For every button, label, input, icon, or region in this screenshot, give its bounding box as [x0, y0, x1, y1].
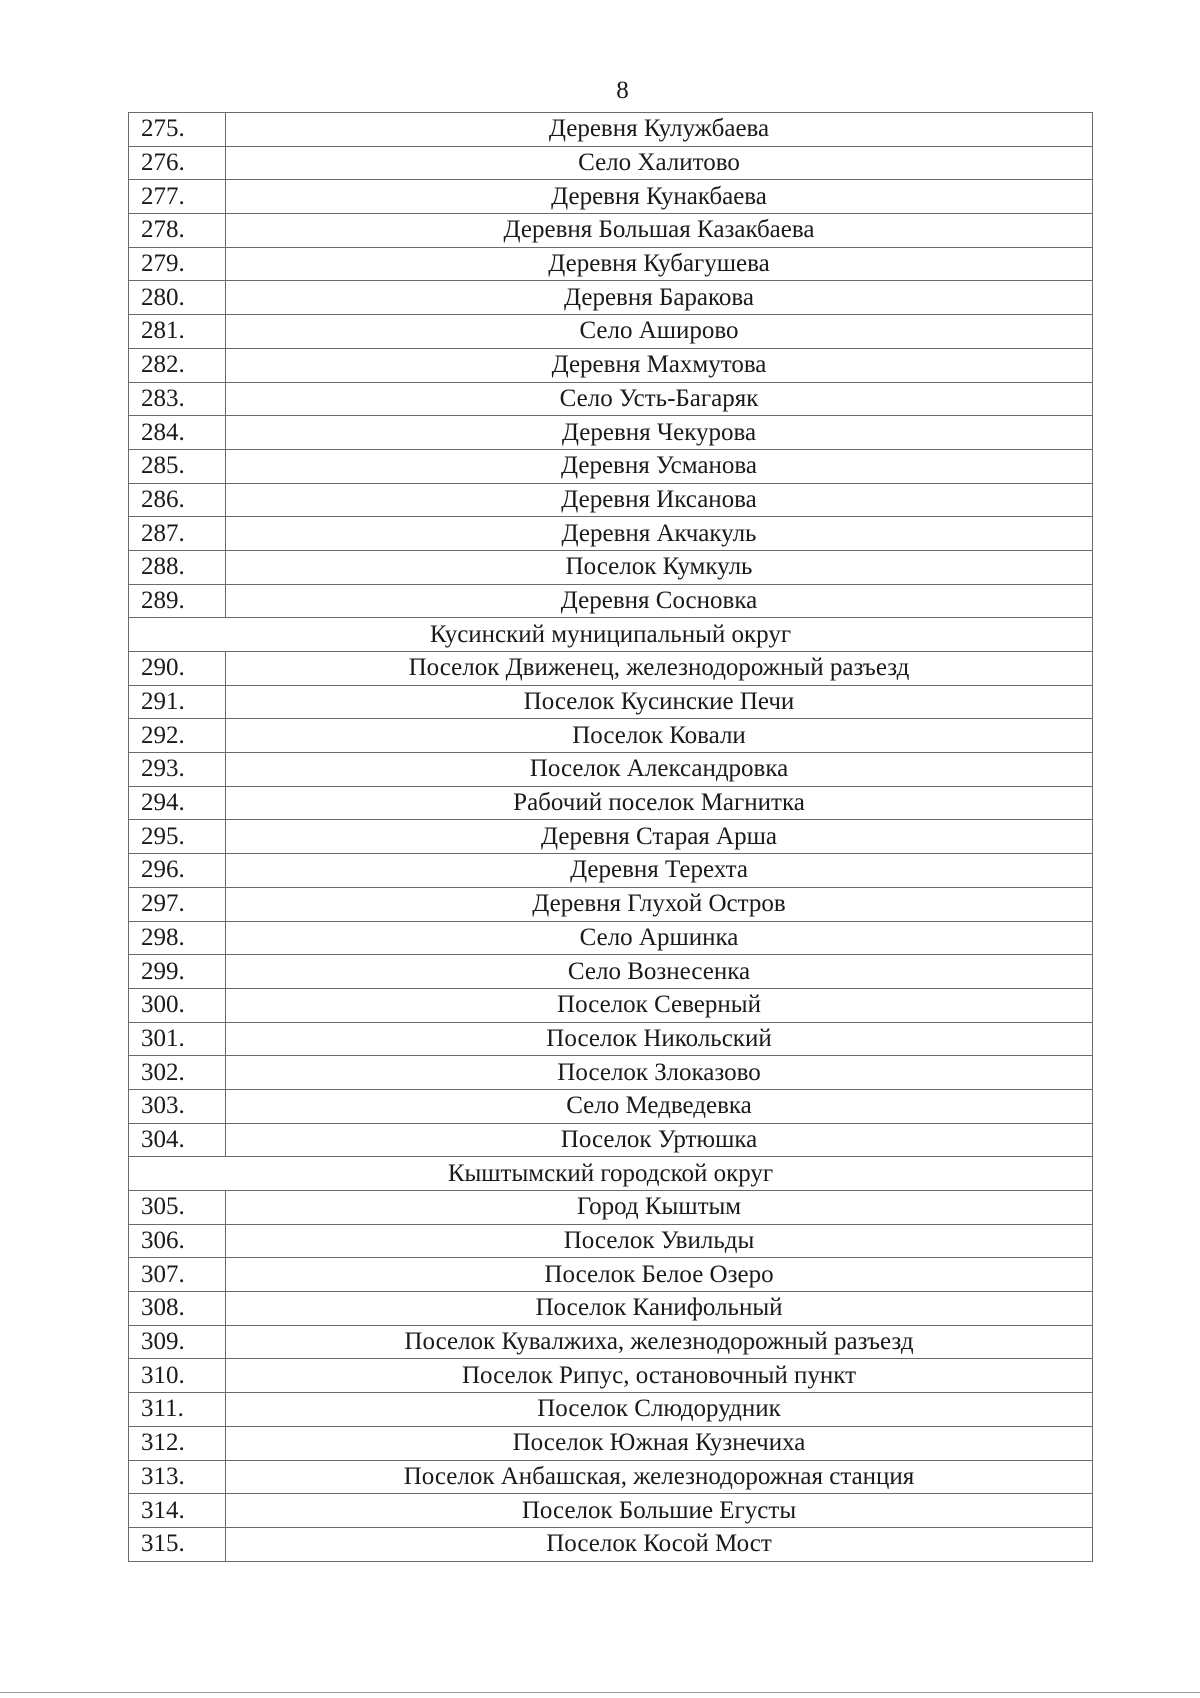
- table-row: [129, 854, 1093, 888]
- row-number: 276.: [129, 146, 226, 180]
- settlement-name: Село Аширово: [226, 315, 1093, 349]
- settlement-name: Деревня Старая Арша: [226, 820, 1093, 854]
- row-number: 280.: [129, 281, 226, 315]
- row-number: 308.: [129, 1292, 226, 1326]
- row-number: 313.: [129, 1460, 226, 1494]
- settlement-name: Село Медведевка: [226, 1089, 1093, 1123]
- settlement-name: Поселок Анбашская, железнодорожная станция: [226, 1460, 1093, 1494]
- settlement-name: Село Усть-Багаряк: [226, 382, 1093, 416]
- settlement-name: Поселок Канифольный: [226, 1292, 1093, 1326]
- section-title: Кыштымский городской округ: [129, 1157, 1093, 1191]
- row-number: 288.: [129, 550, 226, 584]
- table-row: [129, 315, 1093, 349]
- row-number: 278.: [129, 214, 226, 248]
- table-row: [129, 1460, 1093, 1494]
- row-number: 290.: [129, 652, 226, 686]
- settlement-name: Поселок Северный: [226, 988, 1093, 1022]
- settlement-name: Поселок Белое Озеро: [226, 1258, 1093, 1292]
- settlement-name: Поселок Кумкуль: [226, 550, 1093, 584]
- row-number: 315.: [129, 1527, 226, 1561]
- table-row: [129, 214, 1093, 248]
- table-row: [129, 180, 1093, 214]
- settlement-name: Поселок Кусинские Печи: [226, 685, 1093, 719]
- table-row: [129, 719, 1093, 753]
- row-number: 301.: [129, 1022, 226, 1056]
- row-number: 293.: [129, 753, 226, 787]
- settlement-name: Город Кыштым: [226, 1191, 1093, 1225]
- row-number: 295.: [129, 820, 226, 854]
- settlement-name: Село Аршинка: [226, 921, 1093, 955]
- row-number: 277.: [129, 180, 226, 214]
- table-row: [129, 449, 1093, 483]
- section-header-row: [129, 618, 1093, 652]
- table-row: [129, 1022, 1093, 1056]
- table-row: [129, 416, 1093, 450]
- row-number: 302.: [129, 1056, 226, 1090]
- table-row: [129, 483, 1093, 517]
- table-row: [129, 1527, 1093, 1561]
- row-number: 307.: [129, 1258, 226, 1292]
- table-row: [129, 146, 1093, 180]
- table-row: [129, 1056, 1093, 1090]
- row-number: 282.: [129, 348, 226, 382]
- settlement-name: Деревня Кулужбаева: [226, 113, 1093, 147]
- table-row: [129, 1426, 1093, 1460]
- settlement-name: Поселок Движенец, железнодорожный разъезд: [226, 652, 1093, 686]
- row-number: 310.: [129, 1359, 226, 1393]
- settlement-name: Поселок Кувалжиха, железнодорожный разъезд: [226, 1325, 1093, 1359]
- section-header-row: [129, 1157, 1093, 1191]
- settlement-name: Поселок Слюдорудник: [226, 1393, 1093, 1427]
- settlement-name: Деревня Большая Казакбаева: [226, 214, 1093, 248]
- table-row: [129, 786, 1093, 820]
- row-number: 312.: [129, 1426, 226, 1460]
- table-row: [129, 281, 1093, 315]
- table-row: [129, 988, 1093, 1022]
- settlement-name: Поселок Увильды: [226, 1224, 1093, 1258]
- table-row: [129, 1191, 1093, 1225]
- row-number: 287.: [129, 517, 226, 551]
- table-row: [129, 820, 1093, 854]
- row-number: 303.: [129, 1089, 226, 1123]
- table-row: [129, 887, 1093, 921]
- table-row: [129, 348, 1093, 382]
- table-row: [129, 382, 1093, 416]
- settlement-name: Деревня Терехта: [226, 854, 1093, 888]
- row-number: 291.: [129, 685, 226, 719]
- row-number: 281.: [129, 315, 226, 349]
- settlement-name: Деревня Акчакуль: [226, 517, 1093, 551]
- settlements-table-body: [129, 113, 1093, 1562]
- settlement-name: Поселок Южная Кузнечиха: [226, 1426, 1093, 1460]
- settlement-name: Поселок Уртюшка: [226, 1123, 1093, 1157]
- settlement-name: Деревня Баракова: [226, 281, 1093, 315]
- settlement-name: Поселок Никольский: [226, 1022, 1093, 1056]
- row-number: 300.: [129, 988, 226, 1022]
- bottom-divider: [0, 1692, 1200, 1693]
- table-row: [129, 517, 1093, 551]
- settlement-name: Деревня Сосновка: [226, 584, 1093, 618]
- settlement-name: Поселок Александровка: [226, 753, 1093, 787]
- row-number: 289.: [129, 584, 226, 618]
- table-row: [129, 921, 1093, 955]
- row-number: 286.: [129, 483, 226, 517]
- row-number: 297.: [129, 887, 226, 921]
- row-number: 292.: [129, 719, 226, 753]
- table-row: [129, 247, 1093, 281]
- settlements-table: [128, 112, 1093, 1562]
- row-number: 309.: [129, 1325, 226, 1359]
- row-number: 306.: [129, 1224, 226, 1258]
- table-row: [129, 955, 1093, 989]
- row-number: 296.: [129, 854, 226, 888]
- table-row: [129, 1089, 1093, 1123]
- table-row: [129, 1292, 1093, 1326]
- page-number: 8: [616, 77, 629, 104]
- row-number: 298.: [129, 921, 226, 955]
- section-title: Кусинский муниципальный округ: [129, 618, 1093, 652]
- row-number: 304.: [129, 1123, 226, 1157]
- settlement-name: Село Халитово: [226, 146, 1093, 180]
- settlement-name: Деревня Иксанова: [226, 483, 1093, 517]
- row-number: 279.: [129, 247, 226, 281]
- table-row: [129, 113, 1093, 147]
- settlement-name: Деревня Кунакбаева: [226, 180, 1093, 214]
- settlement-name: Деревня Махмутова: [226, 348, 1093, 382]
- row-number: 285.: [129, 449, 226, 483]
- table-row: [129, 652, 1093, 686]
- settlement-name: Поселок Большие Егусты: [226, 1494, 1093, 1528]
- table-row: [129, 1123, 1093, 1157]
- settlement-name: Деревня Усманова: [226, 449, 1093, 483]
- settlement-name: Поселок Рипус, остановочный пункт: [226, 1359, 1093, 1393]
- table-row: [129, 753, 1093, 787]
- settlement-name: Поселок Ковали: [226, 719, 1093, 753]
- row-number: 299.: [129, 955, 226, 989]
- row-number: 294.: [129, 786, 226, 820]
- table-row: [129, 1258, 1093, 1292]
- row-number: 311.: [129, 1393, 226, 1427]
- row-number: 283.: [129, 382, 226, 416]
- settlement-name: Деревня Глухой Остров: [226, 887, 1093, 921]
- row-number: 305.: [129, 1191, 226, 1225]
- table-row: [129, 550, 1093, 584]
- table-row: [129, 1325, 1093, 1359]
- settlement-name: Поселок Злоказово: [226, 1056, 1093, 1090]
- table-row: [129, 1359, 1093, 1393]
- table-row: [129, 1494, 1093, 1528]
- row-number: 275.: [129, 113, 226, 147]
- settlement-name: Село Вознесенка: [226, 955, 1093, 989]
- settlement-name: Деревня Кубагушева: [226, 247, 1093, 281]
- settlement-name: Деревня Чекурова: [226, 416, 1093, 450]
- settlement-name: Рабочий поселок Магнитка: [226, 786, 1093, 820]
- table-row: [129, 1393, 1093, 1427]
- row-number: 314.: [129, 1494, 226, 1528]
- settlement-name: Поселок Косой Мост: [226, 1527, 1093, 1561]
- table-row: [129, 584, 1093, 618]
- table-row: [129, 1224, 1093, 1258]
- row-number: 284.: [129, 416, 226, 450]
- table-row: [129, 685, 1093, 719]
